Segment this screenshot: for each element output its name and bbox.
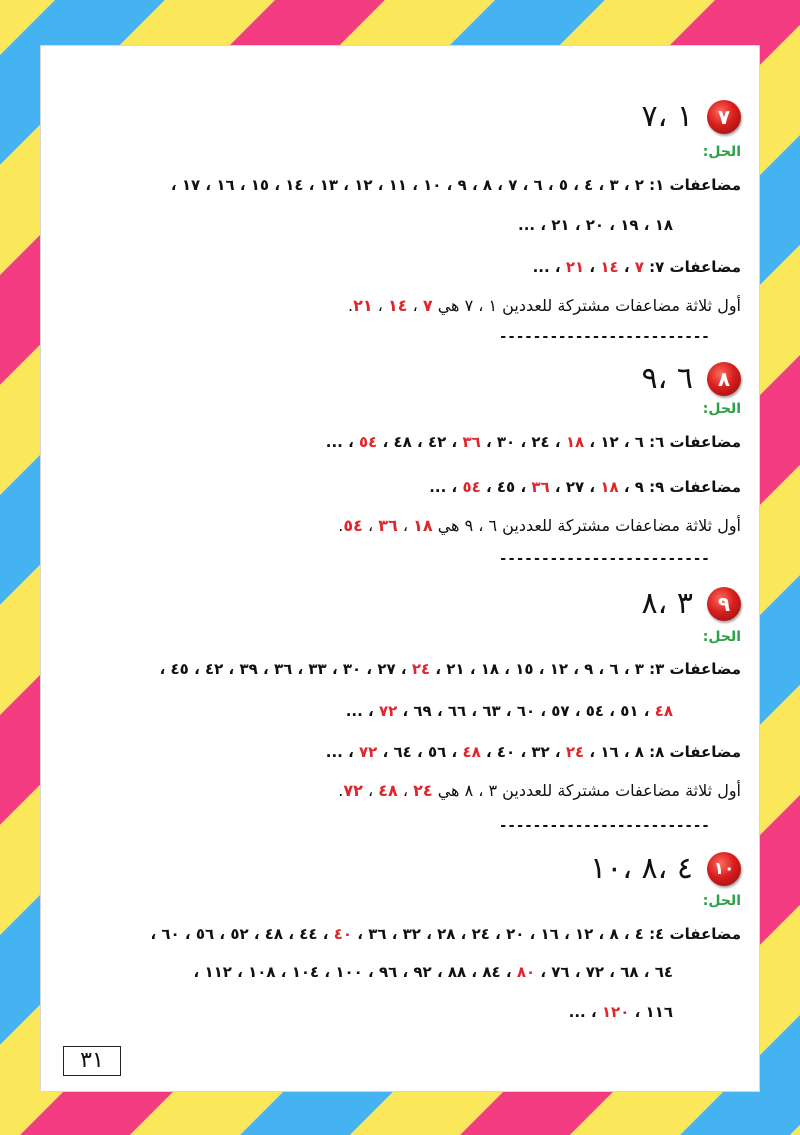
multiples-values: ٣ ، ٦ ، ٩ ، ١٢ ، ١٥ ، ١٨ ، ٢١ ، [435,660,644,678]
common-multiple: ١٤ [600,258,619,276]
answer-value: ٧ [422,296,433,315]
multiples-values: ، ٤٤ ، ٤٨ ، ٥٢ ، ٥٦ ، ٦٠ ، [150,925,329,943]
common-multiple: ١٨ [565,433,585,451]
solution-label: الحل: [702,893,741,909]
problem-number-badge: ٨ [707,362,741,396]
worksheet-page [40,45,760,1092]
multiples-tail: ، ... [345,702,374,720]
answer-value: ٢١ [353,296,373,315]
multiples-values: ٦٤ ، ٦٨ ، ٧٢ ، ٧٦ ، [540,963,673,981]
multiples-label: مضاعفات ٩: [649,478,741,496]
multiples-values: ، ٢٧ ، [554,478,596,496]
multiples-tail: ، ... [429,478,458,496]
answer-prefix: أول ثلاثة مضاعفات مشتركة للعددين ١ ، ٧ هي [437,296,741,315]
common-multiple: ١٢٠ [601,1003,630,1021]
multiples-values: ، ٤٥ ، [485,478,527,496]
multiples-values: ، ٢٧ ، ٣٠ ، ٣٣ ، ٣٦ ، ٣٩ ، ٤٢ ، ٤٥ ، [159,660,407,678]
multiples-tail: ، ... [532,258,561,276]
multiples-label: مضاعفات ٤: [649,925,741,943]
multiples-label: مضاعفات ٣: [649,660,741,678]
problem-number-badge: ٧ [707,100,741,134]
multiples-tail: ، ... [325,433,354,451]
multiples-row [55,925,741,943]
multiples-row: مضاعفات ٧: ٧ ، ١٤ ، ٢١ ، ... [532,258,741,276]
answer-value: ٥٤ [343,516,363,535]
answer-value: ٤٨ [378,781,398,800]
multiples-row-continued [55,963,673,981]
multiples-values: ، ٤٢ ، ٤٨ ، [382,433,458,451]
common-multiple: ٢٤ [565,743,585,761]
answer-value: ٢٤ [413,781,433,800]
multiples-tail: ، ... [325,743,354,761]
multiples-row [55,478,741,496]
multiples-values: ٤ ، ٨ ، ١٢ ، ١٦ ، ٢٠ ، ٢٤ ، ٢٨ ، ٣٢ ، ٣٦ ، [357,925,644,943]
common-multiple: ٤٠ [333,925,353,943]
answer-prefix: أول ثلاثة مضاعفات مشتركة للعددين ٣ ، ٨ هي [437,781,741,800]
multiples-row [55,433,741,451]
multiples-values: ٦ ، ١٢ ، [589,433,644,451]
solution-label: الحل: [702,144,741,160]
multiples-row [55,743,741,761]
problem-8-header [642,361,741,396]
multiples-row-continued [55,702,673,720]
section-separator: ------------------------- [499,818,710,834]
problem-7-header [642,99,741,134]
section-separator: ------------------------- [499,551,710,567]
common-multiple: ٤٨ [654,702,673,720]
multiples-row-continued [55,1003,673,1021]
multiples-values: ، ٥٦ ، ٦٤ ، [382,743,458,761]
problem-number-badge: ١٠ [707,852,741,886]
answer-sentence: أول ثلاثة مضاعفات مشتركة للعددين ٣ ، ٨ هي ٢٤ ، ٤٨ ، ٧٢. [338,781,741,800]
multiples-values: ، ٣٢ ، ٤٠ ، [485,743,561,761]
multiples-values: ١١٦ ، [634,1003,673,1021]
answer-value: ١٤ [387,296,408,315]
common-multiple: ٥٤ [462,478,481,496]
multiples-values: ، ٨٤ ، ٨٨ ، ٩٢ ، ٩٦ ، ١٠٠ ، ١٠٤ ، ١٠٨ ، ١١٢ ، [193,963,512,981]
number-pair: ٦ ،٩ [641,361,693,396]
common-multiple: ٤٨ [462,743,481,761]
multiples-label: مضاعفات ٦: [649,433,741,451]
common-multiple: ٧٢ [378,702,398,720]
multiples-values: ٩ ، [623,478,644,496]
multiples-row [55,660,741,678]
multiples-label: مضاعفات ٧: [649,258,741,276]
number-pair: ١ ،٧ [641,99,693,134]
multiples-values: ، ٥١ ، ٥٤ ، ٥٧ ، ٦٠ ، ٦٣ ، ٦٦ ، ٦٩ ، [402,702,650,720]
common-multiple: ٨٠ [516,963,536,981]
common-multiple: ٧ [634,258,644,276]
problem-10-header [590,851,741,886]
number-pair: ٤ ،٨ ،١٠ [590,851,693,886]
answer-value: ٧٢ [343,781,363,800]
multiples-label: مضاعفات ١: [649,176,741,194]
answer-sentence: أول ثلاثة مضاعفات مشتركة للعددين ٦ ، ٩ هي ١٨ ، ٣٦ ، ٥٤. [338,516,741,535]
common-multiple: ٥٤ [359,433,378,451]
answer-value: ٣٦ [378,516,398,535]
solution-label: الحل: [702,629,741,645]
problem-number-badge: ٩ [707,587,741,621]
common-multiple: ٣٦ [462,433,481,451]
page-number: ٣١ [63,1046,121,1076]
common-multiple: ٢٤ [411,660,431,678]
answer-prefix: أول ثلاثة مضاعفات مشتركة للعددين ٦ ، ٩ هي [437,516,741,535]
multiples-values: ٨ ، ١٦ ، [589,743,644,761]
solution-label: الحل: [702,401,741,417]
problem-9-header [642,586,741,621]
common-multiple: ٣٦ [531,478,550,496]
common-multiple: ٧٢ [359,743,378,761]
multiples-row [55,176,741,194]
common-multiple: ٢١ [565,258,585,276]
section-separator: ------------------------- [499,329,710,345]
answer-sentence: أول ثلاثة مضاعفات مشتركة للعددين ١ ، ٧ هي ٧ ، ١٤ ، ٢١. [348,296,741,315]
multiples-tail: ، ... [568,1003,597,1021]
multiples-label: مضاعفات ٨: [649,743,741,761]
multiples-values: ١٨ ، ١٩ ، ٢٠ ، ٢١ ، ... [518,216,673,234]
common-multiple: ١٨ [600,478,619,496]
multiples-values: ، ٢٤ ، ٣٠ ، [485,433,561,451]
number-pair: ٣ ،٨ [641,586,693,621]
multiples-values: ٢ ، ٣ ، ٤ ، ٥ ، ٦ ، ٧ ، ٨ ، ٩ ، ١٠ ، ١١ ، ١٢ ، ١٣ ، ١٤ ، ١٥ ، ١٦ ، ١٧ ، [170,176,644,194]
answer-value: ١٨ [413,516,433,535]
multiples-row-continued [55,216,673,234]
